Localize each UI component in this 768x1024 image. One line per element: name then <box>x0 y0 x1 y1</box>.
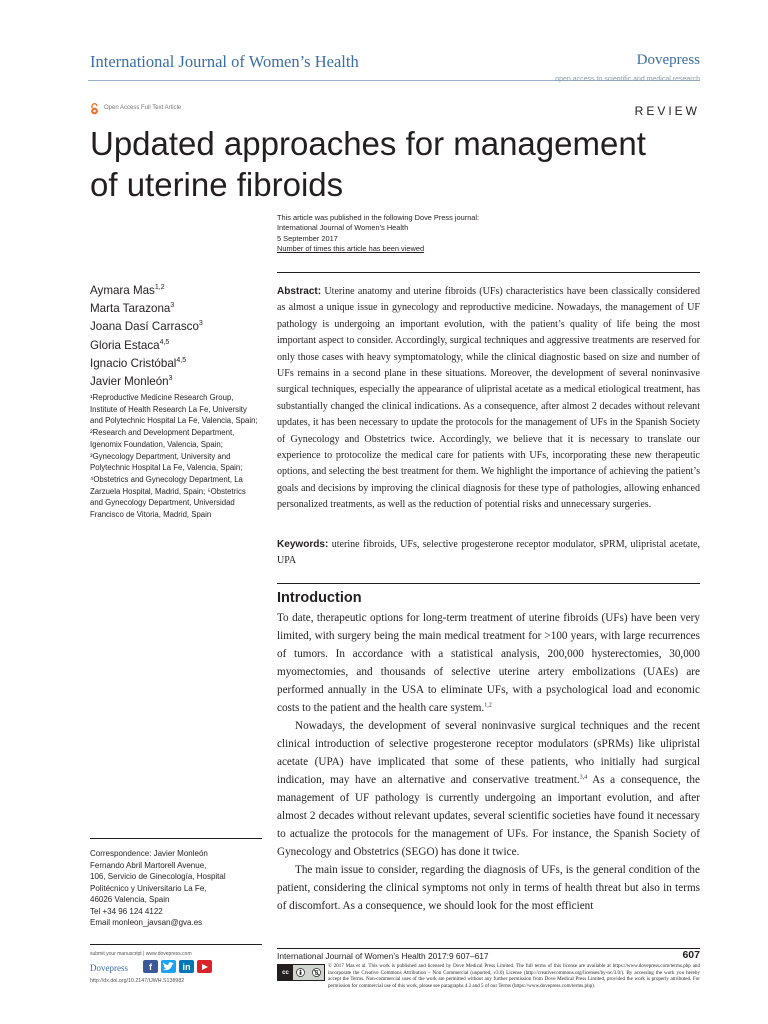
twitter-icon[interactable] <box>161 960 176 973</box>
license-text: © 2017 Mas et al. This work is published and licensed by Dove Medical Press Limited. The full terms of this license are available at https://www.dovepress.com/terms.php and incorporate the Creative Commons Attribution – Non Commercial (unported, v3.0) License (http://creativecommons.org/licenses/by-nc/3.0/). By accessing the work you hereby accept the Terms. Non-commercial uses of the work are permitted without any further permission from Dove Medical Press Limited, provided the work is properly attributed. For permission for commercial use of this work, please see paragraphs 4.2 and 5 of our Terms (https://www.dovepress.com/terms.php). <box>328 963 700 990</box>
cc-icon: cc <box>278 965 293 980</box>
section-heading-introduction: Introduction <box>277 590 362 606</box>
paragraph: Nowadays, the development of several noninvasive surgical techniques and the recent clinical introduction of selective progesterone receptor modulators (sPRMs) like ulipristal acetate (UPA) have implicated that some of these patients, who initially had surgical indication, may have an alternative and conservative treatment.$^{3,4}$ As a consequence, the management of UF pathology is currently undergoing an important evolution, and after almost 2 decades without relevant updates, several scientific societies have found it necessary to actualize the protocols for the management of UFs. For instance, the Spanish Society of Gynecology and Obstetrics (SEGO) has done it twice. <box>277 720 700 858</box>
journal-name: International Journal of Women’s Health <box>90 52 359 71</box>
paragraph: To date, therapeutic options for long-term treatment of uterine fibroids (UFs) have been very limited, with surgery being the main medical treatment for >100 years, with large recurrences of tumors. In accordance with a statistical analysis, 200,000 hysterectomies, 30,000 myomectomies, and thousands of selective uterine artery embolizations (UAEs) are performed annually in the USA to eliminate UFs, with a psychological load and economic costs to the patient and the health care system.$^{1,2}$ <box>277 612 700 714</box>
creative-commons-badge[interactable] <box>277 964 325 981</box>
doi-link[interactable]: http://dx.doi.org/10.2147/IJWH.S138982 <box>90 978 185 984</box>
paragraph: The main issue to consider, regarding the diagnosis of UFs, is the general condition of the patient, considering the clinical symptoms not only in terms of health threat but also in terms of discomfort. As a consequence, we should look for the most efficient <box>277 864 700 912</box>
abstract-top-rule <box>277 272 700 273</box>
publication-info <box>277 213 607 255</box>
article-title: Updated approaches for management of uterine fibroids <box>90 125 646 203</box>
footer-citation: International Journal of Women’s Health 2017:9 607–617 <box>277 951 489 961</box>
keywords-label: Keywords: <box>277 539 329 550</box>
author-name[interactable]: Joana Dasí Carrasco$^3$ <box>90 320 203 334</box>
pubinfo-date: 5 September 2017 <box>277 233 338 243</box>
correspondence-line: Correspondence: Javier Monleón <box>90 849 208 858</box>
author-name[interactable]: Ignacio Cristóbal$^{4,5}$ <box>90 356 187 370</box>
pubinfo-journal: International Journal of Women’s Health <box>277 223 409 233</box>
correspondence-line: 106, Servicio de Ginecología, Hospital <box>90 872 226 881</box>
correspondence-phone: Tel +34 96 124 4122 <box>90 906 163 916</box>
correspondence-rule <box>90 838 262 839</box>
abstract-text: Uterine anatomy and uterine fibroids (UFs) characteristics have been classically considered as almost a unique issue in gynecology and reproductive medicine. Nowadays, the management of UF pathology is undergoing an important evolution, with the patient’s quality of life being the most important aspect to consider. Accordingly, surgical techniques and aggressive treatments are reserved for only those cases with heavy symptomatology, while the clinical diagnostic based on size and number of UFs remains in a second plane in these situations. Moreover, the development of several noninvasive surgical techniques, especially the appearance of ulipristal acetate as a medical etiological treatment, has substantially changed the clinical indications. As a consequence, after almost 2 decades without relevant updates, it has been necessary to update the protocols for the management of UFs in the Spanish Society of Gynecology and Obstetrics twice. Accordingly, we believe that it is necessary to translate our experience to protocolize the medical care for patients with UFs, incorporating these new therapeutic options, and selecting the best treatment for them. We highlight the importance of achieving the patient’s goals and decisions by improving the clinical diagnosis for these type of pathologies, allowing enhanced personalized treatments, as well as the reduction of potential risks and unnecessary surgeries. <box>277 286 700 511</box>
affiliations: ¹Reproductive Medicine Research Group, Institute of Health Research La Fe, University and Polytechnic Hospital La Fe, Valencia, Spain; ²Research and Development Department, Igenomix Foundation, Valencia, Spain; ³Gynecology Department, University and Polytechnic Hospital La Fe, Valencia, Spain; ⁴Obstetrics and Gynecology Department, La Zarzuela Hospital, Madrid, Spain; ⁵Obstetrics and Gynecology Department, Universidad Francisco de Vitoria, Madrid, Spain <box>90 393 258 520</box>
author-name[interactable]: Aymara Mas$^{1,2}$ <box>90 284 165 297</box>
linkedin-icon[interactable]: in <box>179 960 194 973</box>
social-links <box>143 960 212 973</box>
author-name[interactable]: Javier Monleón$^3$ <box>90 375 173 389</box>
footer-right-rule <box>277 948 700 949</box>
by-nc-icons <box>293 965 324 980</box>
abstract-bottom-rule <box>277 583 700 584</box>
submit-manuscript-link[interactable]: submit your manuscript | www.dovepress.com <box>90 951 192 957</box>
correspondence-line: 46026 Valencia, Spain <box>90 895 170 904</box>
correspondence <box>90 848 270 929</box>
noncommercial-icon <box>312 968 321 977</box>
introduction-body <box>277 609 700 915</box>
author-name[interactable]: Marta Tarazona$^3$ <box>90 302 175 316</box>
open-lock-icon <box>90 103 99 115</box>
citation-ref[interactable]: 3,4 <box>579 774 588 781</box>
dovepress-logo[interactable]: Dovepress <box>636 52 700 68</box>
open-access-label: Open Access Full Text Article <box>104 105 182 111</box>
article-type: REVIEW <box>634 104 700 118</box>
pubinfo-line: This article was published in the following Dove Press journal: <box>277 213 480 222</box>
publisher-tagline: open access to scientific and medical research <box>555 76 700 83</box>
keywords-text: uterine fibroids, UFs, selective progesterone receptor modulator, sPRM, ulipristal acetate, UPA <box>277 539 700 567</box>
abstract-label: Abstract: <box>277 286 322 297</box>
youtube-icon[interactable] <box>197 960 212 973</box>
author-name[interactable]: Gloria Estaca$^{4,5}$ <box>90 338 170 352</box>
view-count-link[interactable]: Number of times this article has been viewed <box>277 244 425 254</box>
citation-ref[interactable]: 1,2 <box>484 702 492 709</box>
correspondence-line: Politécnico y Universitario La Fe, <box>90 883 207 893</box>
facebook-icon[interactable]: f <box>143 960 158 973</box>
correspondence-email[interactable]: Email monleon_javsan@gva.es <box>90 918 203 927</box>
footer-left-rule <box>90 944 262 945</box>
author-list <box>90 282 270 391</box>
attribution-icon <box>296 968 305 977</box>
abstract <box>277 284 700 514</box>
dovepress-footer-logo[interactable]: Dovepress <box>90 963 128 973</box>
keywords <box>277 537 700 570</box>
page-number: 607 <box>682 949 700 961</box>
correspondence-line: Fernando Abril Martorell Avenue, <box>90 860 207 870</box>
